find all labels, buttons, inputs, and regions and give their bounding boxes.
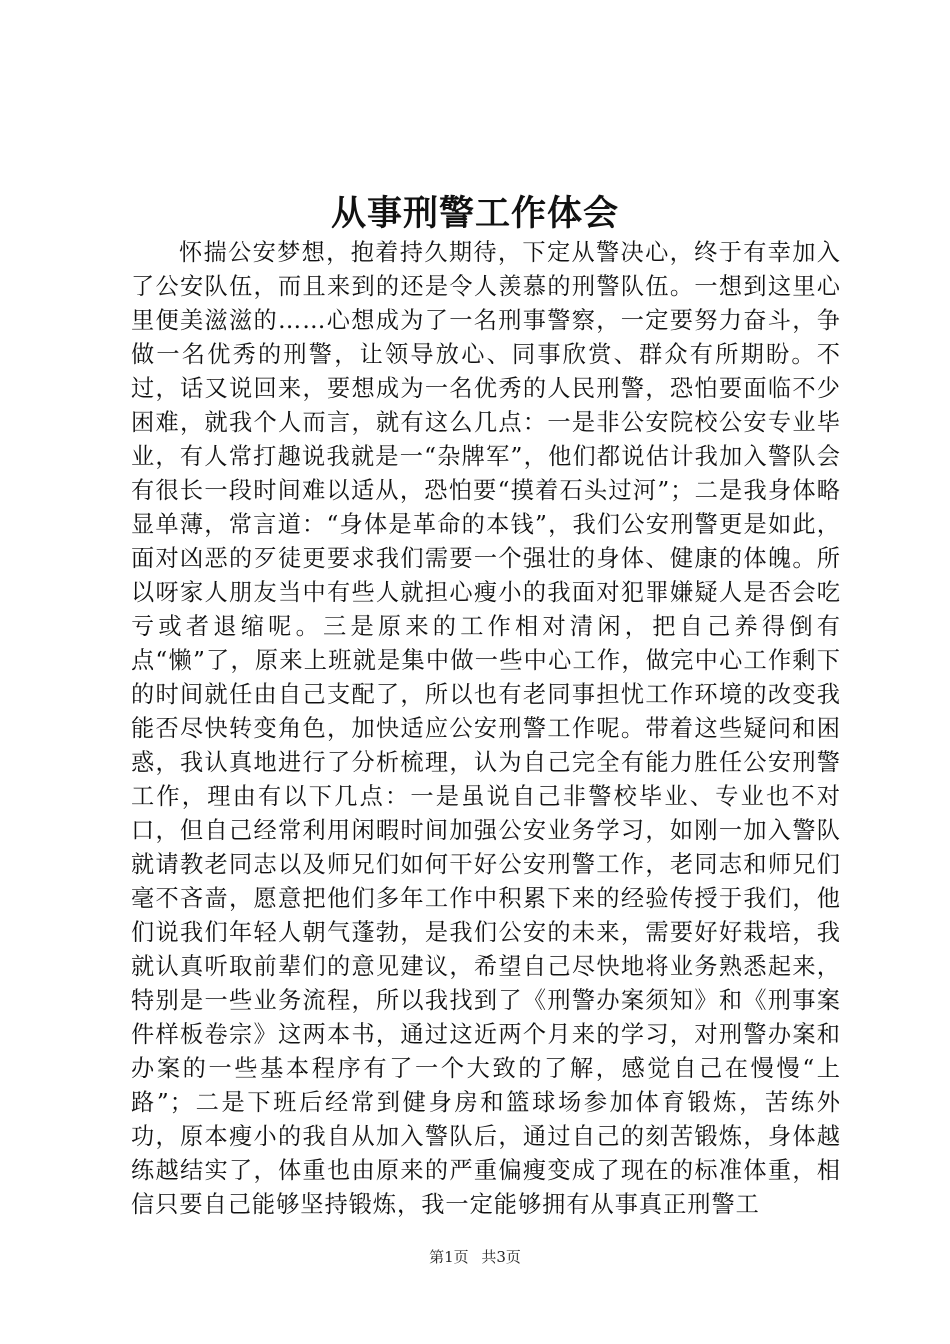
page-footer bbox=[0, 1246, 950, 1267]
document-body-paragraph: 怀揣公安梦想，抱着持久期待，下定从警决心，终于有幸加入了公安队伍，而且来到的还是令人羡慕的刑警队伍。一想到这里心里便美滋滋的……心想成为了一名刑事警察，一定要努力奋斗，争做一名优秀的刑警，让领导放心、同事欣赏、群众有所期盼。不过，话又说回来，要想成为一名优秀的人民刑警，恐怕要面临不少困难，就我个人而言，就有这么几点：一是非公安院校公安专业毕业，有人常打趣说我就是一“杂牌军”，他们都说估计我加入警队会有很长一段时间难以适从，恐怕要“摸着石头过河”；二是我身体略显单薄，常言道：“身体是革命的本钱”，我们公安刑警更是如此，面对凶恶的歹徒更要求我们需要一个强壮的身体、健康的体魄。所以呀家人朋友当中有些人就担心瘦小的我面对犯罪嫌疑人是否会吃亏或者退缩呢。三是原来的工作相对清闲，把自己养得倒有点“懒”了，原来上班就是集中做一些中心工作，做完中心工作剩下的时间就任由自己支配了，所以也有老同事担忧工作环境的改变我能否尽快转变角色，加快适应公安刑警工作呢。带着这些疑问和困惑，我认真地进行了分析梳理，认为自己完全有能力胜任公安刑警工作，理由有以下几点：一是虽说自己非警校毕业、专业也不对口，但自己经常利用闲暇时间加强公安业务学习，如刚一加入警队就请教老同志以及师兄们如何干好公安刑警工作，老同志和师兄们毫不吝啬，愿意把他们多年工作中积累下来的经验传授于我们，他们说我们年轻人朝气蓬勃，是我们公安的未来，需要好好栽培，我就认真听取前辈们的意见建议，希望自己尽快地将业务熟悉起来，特别是一些业务流程，所以我找到了《刑警办案须知》和《刑事案件样板卷宗》这两本书，通过这近两个月来的学习，对刑警办案和办案的一些基本程序有了一个大致的了解，感觉自己在慢慢“上路”；二是下班后经常到健身房和篮球场参加体育锻炼，苦练外功，原本瘦小的我自从加入警队后，通过自己的刻苦锻炼，身体越练越结实了，体重也由原来的严重偏瘦变成了现在的标准体重，相信只要自己能够坚持锻炼，我一定能够拥有从事真正刑警工 bbox=[131, 239, 841, 1218]
document-title: 从事刑警工作体会 bbox=[330, 193, 619, 234]
page-number-total: 共3页 bbox=[481, 1248, 521, 1266]
page-number-current: 第1页 bbox=[429, 1248, 469, 1266]
